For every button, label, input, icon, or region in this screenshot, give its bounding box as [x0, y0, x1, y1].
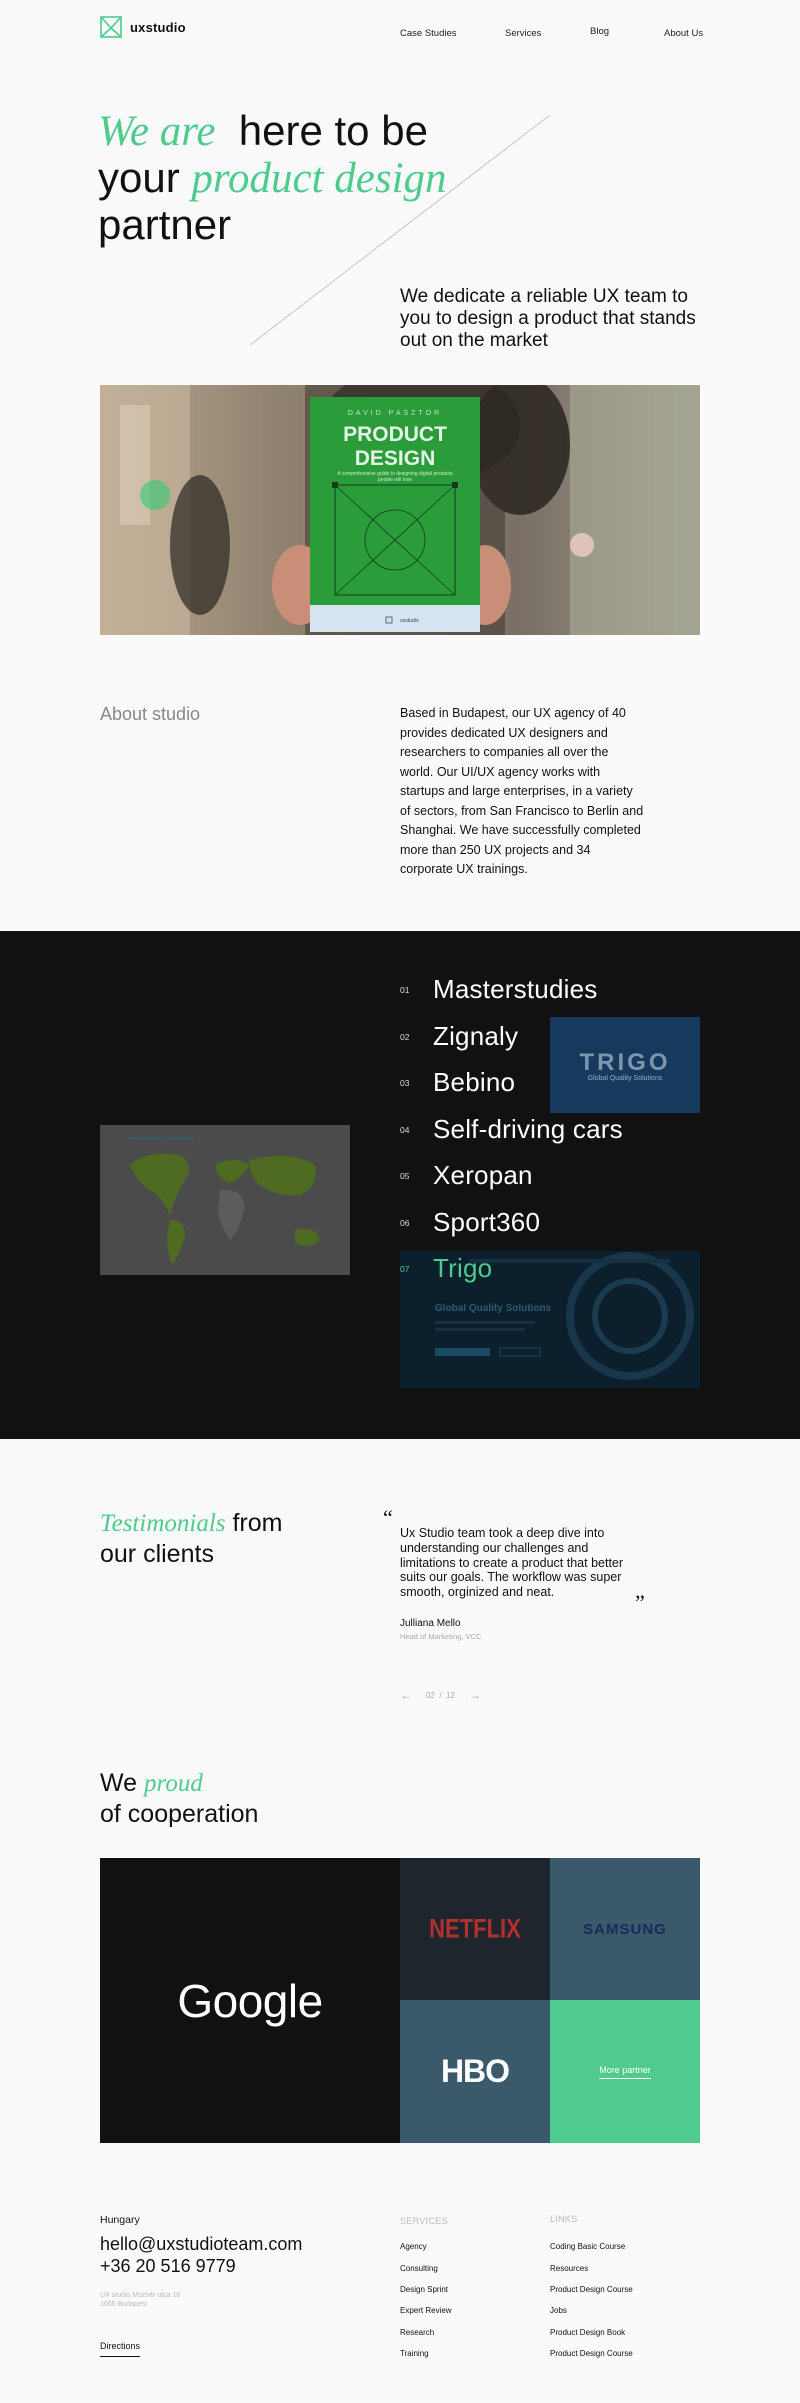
hero-italic-1: We are [98, 108, 216, 155]
trigo-logo-card[interactable] [550, 1017, 700, 1113]
project-name: Masterstudies [433, 974, 598, 1004]
world-map [100, 1125, 350, 1275]
trigo-logo: TRIGO [579, 1049, 671, 1076]
arrow-right-icon[interactable]: → [468, 1688, 481, 1702]
footer-service-link[interactable]: Agency [400, 2242, 427, 2251]
links-title: LINKS [550, 2214, 578, 2224]
footer-address-line2: 1066 Budapest [100, 2301, 148, 2308]
map-title: INTERNATIONAL COVERAGE [130, 1136, 194, 1141]
footer-service-link[interactable]: Consulting [400, 2264, 438, 2273]
footer-link[interactable]: Product Design Course [550, 2349, 633, 2358]
more-partner-label: More partner [599, 2065, 651, 2079]
hero-italic-2: product design [191, 155, 447, 202]
footer-link[interactable]: Jobs [550, 2306, 567, 2315]
book-publisher: uxstudio [400, 618, 419, 624]
trigo-preview-heading: Global Quality Solutions [435, 1303, 552, 1314]
footer-address-line1: UX studio Mozsár utca 16 [100, 2292, 181, 2299]
book-subtitle: A comprehensive guide to designing digital products people will love [337, 471, 453, 483]
services-title: SERVICES [400, 2216, 448, 2226]
project-name: Trigo [433, 1253, 493, 1283]
about-title: About studio [100, 704, 201, 724]
hbo-logo: HBO [440, 2053, 510, 2089]
nav-case-studies[interactable]: Case Studies [400, 28, 457, 39]
hero-subtitle: We dedicate a reliable UX team to you to design a product that stands out on the market [400, 286, 696, 351]
project-number: 06 [400, 1217, 410, 1228]
partner-netflix[interactable] [400, 1858, 550, 2000]
footer-phone[interactable]: +36 20 516 9779 [100, 2256, 236, 2276]
quote-open-icon: “ [383, 1505, 393, 1530]
cooperation-title [100, 1768, 258, 1829]
project-number: 04 [400, 1124, 410, 1135]
project-number: 03 [400, 1077, 410, 1088]
about-body: Based in Budapest, our UX agency of 40 provides dedicated UX designers and researchers to companies all over the world. Our UI/UX agency works with startups and large enterprises, in a variety of sectors, from San Francisco to Berlin and Shanghai. We have successfully completed more than 250 UX projects and 34 corporate UX trainings. [400, 706, 644, 876]
hero-text-1: here to be [238, 107, 428, 154]
footer-link[interactable]: Product Design Course [550, 2285, 633, 2294]
trigo-tagline: Global Quality Solutions [587, 1075, 663, 1082]
footer-service-link[interactable]: Training [400, 2349, 429, 2358]
book-title-2: DESIGN [354, 447, 436, 470]
project-item-active[interactable] [400, 1253, 492, 1284]
project-number: 07 [400, 1263, 410, 1274]
project-item[interactable] [400, 1114, 623, 1145]
logo-text: uxstudio [130, 19, 186, 35]
project-item[interactable] [400, 1207, 540, 1238]
coop-we: We [100, 1769, 138, 1797]
project-name: Zignaly [433, 1021, 519, 1051]
footer-service-link[interactable]: Design Sprint [400, 2285, 449, 2294]
coop-line2: of cooperation [100, 1800, 259, 1828]
footer-link[interactable]: Product Design Book [550, 2328, 626, 2337]
arrow-left-icon[interactable]: ← [400, 1688, 412, 1702]
more-partner-button[interactable] [550, 2000, 700, 2143]
project-item[interactable] [400, 974, 597, 1005]
project-name: Sport360 [433, 1207, 541, 1237]
map-preview[interactable] [100, 1125, 350, 1275]
project-name: Bebino [433, 1067, 516, 1097]
testimonial-author: Julliana Mello [400, 1618, 461, 1629]
netflix-logo: NETFLIX [429, 1913, 521, 1944]
quote-close-icon: ” [635, 1590, 645, 1615]
book-author: DAVID PASZTOR [347, 410, 443, 417]
footer-service-link[interactable]: Research [400, 2328, 435, 2337]
samsung-logo: SAMSUNG [583, 1920, 667, 1938]
project-name: Self-driving cars [433, 1114, 623, 1144]
partner-google[interactable] [100, 1858, 400, 2143]
testimonials-title-line2: our clients [100, 1540, 214, 1568]
project-number: 01 [400, 984, 410, 995]
hero-image [100, 385, 700, 635]
footer-country: Hungary [100, 2214, 140, 2226]
projects-section [0, 931, 800, 1439]
footer-service-link[interactable]: Expert Review [400, 2306, 452, 2315]
project-item[interactable] [400, 1160, 533, 1191]
testimonials-title [100, 1508, 282, 1569]
hero-heading [98, 108, 518, 248]
pager-count: 02 / 12 [426, 1690, 455, 1700]
project-number: 02 [400, 1031, 410, 1042]
testimonial-role: Head of Marketing, VCC [400, 1632, 482, 1641]
partner-hbo[interactable] [400, 2000, 550, 2143]
testimonials-title-from: from [232, 1509, 283, 1537]
hero-photo [100, 385, 700, 635]
logo-icon [100, 16, 122, 38]
project-item[interactable] [400, 1067, 515, 1098]
project-number: 05 [400, 1170, 410, 1181]
nav-services[interactable]: Services [505, 28, 542, 39]
project-name: Xeropan [433, 1160, 533, 1190]
coop-italic: proud [144, 1770, 203, 1797]
logo[interactable] [100, 16, 186, 38]
footer-address [100, 2291, 240, 2309]
testimonial-quote: Ux Studio team took a deep dive into understanding our challenges and limitations to create a product that better suits our goals. The workflow was super smooth, orginized and neat. [400, 1526, 624, 1600]
nav-about-us[interactable]: About Us [664, 28, 704, 39]
directions-link[interactable]: Directions [100, 2341, 140, 2357]
hero-text-2: your [98, 154, 180, 201]
nav-blog[interactable]: Blog [590, 26, 610, 37]
footer-link[interactable]: Resources [550, 2264, 589, 2273]
partners-grid [100, 1858, 700, 2143]
book-title-1: PRODUCT [343, 423, 447, 446]
testimonials-italic: Testimonials [100, 1510, 226, 1537]
footer-link[interactable]: Coding Basic Course [550, 2242, 626, 2251]
hero-text-3: partner [98, 201, 232, 248]
footer-email[interactable]: hello@uxstudioteam.com [100, 2234, 303, 2254]
project-item[interactable] [400, 1021, 518, 1052]
google-logo: Google [177, 1974, 323, 2027]
partner-samsung[interactable] [550, 1858, 700, 2000]
testimonial-pager [400, 1688, 481, 1702]
